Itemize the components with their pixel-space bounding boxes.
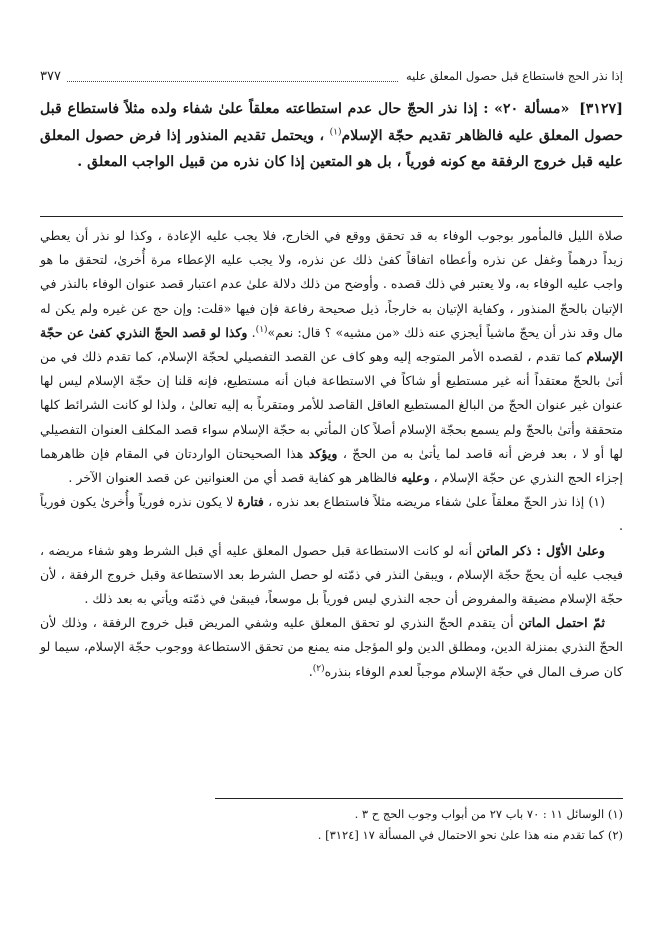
- bold-phrase: وعليه: [401, 470, 430, 486]
- commentary-text: .: [308, 663, 313, 679]
- commentary-paragraph-2: [40, 490, 623, 538]
- commentary-text: أن يتقدم الحجّ النذري لو تحقق المعلق عليه وشفي المريض قبل خروج الرفقة ، وذلك لأن الحجّ النذري بمنزلة الدين، ومطلق الدين ولو المؤجل منه يمنع من تحقق الاستطاعة ووجوب حجّة الإسلام، سيما لو كان صرف المال في حجّة الإسلام موجباً لعدم الوفاء بنذره: [40, 615, 623, 679]
- running-header: [40, 66, 623, 86]
- footnote-ref-1[interactable]: (١): [329, 126, 342, 137]
- footnotes: [40, 804, 623, 846]
- footnote-divider: [215, 798, 623, 799]
- leader-dots: [67, 71, 398, 82]
- masala-body-continued: ، ويحتمل تقديم المنذور إذا فرض حصول المعلق عليه قبل خروج الرفقة مع كونه فورياً ، بل هو المتعين إذا كان نذره من قبيل الواجب المعلق .: [40, 127, 623, 170]
- commentary-text: أنه لو كانت الاستطاعة قبل حصول المعلق عليه أي قبل الشرط وهو شفاء مريضه ، فيجب عليه أن يحجّ حجّة الإسلام ، ويبقىٰ النذر في ذمّته لو حصل الشرط بعد الاستطاعة وقبل خروج الرفقة ، لأن حجّة الإسلام مضيقة والمفروض أن حجه النذري ليس فورياً بل موسعاً، فيبقىٰ في ذمّته ويأتي به بعد ذلك .: [40, 542, 623, 607]
- masala-label: «مسألة ٢٠»: [494, 101, 570, 117]
- commentary-text: هذا الصحيحتان الواردتان في المقام فإن ظاهرهما إجزاء الحج النذري عن حجّة الإسلام ،: [40, 445, 623, 486]
- bold-phrase: وعلىٰ الأوّل : ذكر الماتن: [476, 542, 605, 558]
- commentary-text: (١) إذا نذر الحجّ معلقاً علىٰ شفاء مريضه مثلاً فاستطاع بعد نذره ،: [263, 494, 605, 510]
- bold-phrase: وكذا لو قصد الحجّ النذري كفىٰ عن حجّة الإسلام: [40, 324, 623, 365]
- footnote-2: (٢) كما تقدم منه هذا علىٰ نحو الاحتمال في المسألة ١٧ [٣١٢٤] .: [317, 828, 623, 842]
- bold-phrase: فتارة: [237, 494, 264, 510]
- commentary-text: كما تقدم ، لقصده الأمر المتوجه إليه وهو كاف عن القصد التفصيلي لحجّة الإسلام، كما تقدم ذلك في من أتىٰ بالحجّ معتقداً أنه غير مستطيع أو شاكاً في الاستطاعة فبان أنه مستطيع، فإنه قلنا إن حجّة الإسلام ليس لها عنوان غير عنوان الحجّ من البالغ المستطيع العاقل القاصد للأمر ومتقرباً به إليه تعالىٰ ، ولذا لو كانت الشرائط كلها متحققة وأتىٰ بالحجّ ولم يسمع بحجّة الإسلام أصلاً كان المأتي به حجّة الإسلام سواء قصد المكلف العنوان التفصيلي لها أو لا ، بعد فرض أنه قاصد لما يأتىٰ به من الحجّ ،: [40, 349, 623, 461]
- commentary-paragraph-4: [40, 611, 623, 684]
- commentary-text: لا يكون نذره فورياً وأُخرىٰ يكون فورياً .: [40, 494, 623, 534]
- masala-number: [٣١٢٧]: [579, 101, 623, 117]
- commentary-text: صلاة الليل فالمأمور بوجوب الوفاء به قد تحقق ووقع في الخارج، فلا يجب عليه الإعادة ، وكذا لو نذر أن يعطي زيداً درهماً وغفل عن نذره وأعطاه اتفاقاً كفىٰ ذلك عن نذره، ولا يجب عليه الإعطاء مرة أُخرىٰ، لتحقق ما هو واجب عليه الوفاء به، ولا يعتبر في ذلك قصده . وأوضح من ذلك دلالة علىٰ عدم اعتبار قصد عنوان الوفاء بالنذر في الإتيان بالحجّ المنذور ، وكفاية الإتيان به خارجاً، ذيل صحيحة رفاعة فإن فيها «قلت: وإن حج عن غيره ولم يكن له مال وقد نذر أن يحجّ ماشياً أيجزي عنه ذلك «من مشيه» ؟ قال: نعم»: [40, 228, 624, 340]
- section-divider: [40, 216, 623, 217]
- masala-text: [40, 96, 623, 176]
- footnote-1: (١) الوسائل ١١ : ٧٠ باب ٢٧ من أبواب وجوب الحج ح ٣ .: [354, 807, 623, 821]
- book-page: [40, 0, 623, 935]
- commentary-paragraph-1: [40, 224, 623, 490]
- footnote-ref-2[interactable]: (٢): [312, 663, 325, 674]
- running-title: إذا نذر الحج فاستطاع قبل حصول المعلق عليه: [406, 69, 623, 83]
- footnote-ref-1[interactable]: (١): [255, 324, 268, 335]
- commentary-paragraph-3: [40, 539, 623, 612]
- commentary: [40, 224, 623, 684]
- bold-phrase: ثمّ احتمل الماتن: [518, 615, 606, 631]
- commentary-text: فالظاهر هو كفاية قصد أي من العنوانين عن قصد العنوان الآخر .: [68, 470, 402, 486]
- page-number: ٣٧٧: [40, 68, 61, 84]
- masala-body: : إذا نذر الحجّ حال عدم استطاعته معلقاً علىٰ شفاء ولده مثلاً فاستطاع قبل حصول المعلق عليه فالظاهر تقديم حجّة الإسلام: [40, 101, 623, 144]
- commentary-text: .: [247, 324, 256, 340]
- bold-phrase: ويؤكد: [308, 445, 338, 461]
